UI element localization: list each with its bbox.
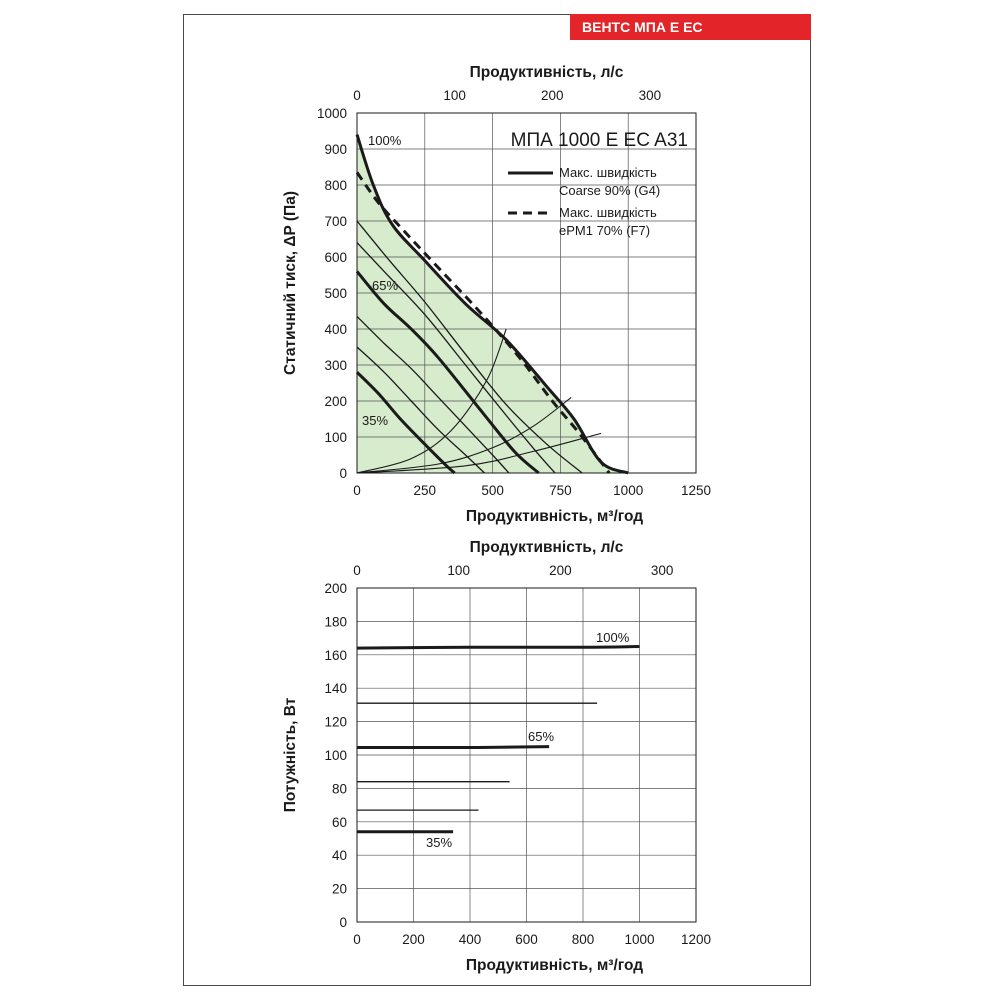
y-tick-label: 60 <box>331 814 347 830</box>
x2-tick-label: 0 <box>353 88 361 103</box>
x-axis-title: Продуктивність, м³/год <box>465 508 644 525</box>
legend-label: Макс. швидкість <box>559 205 657 220</box>
curve-label: 100% <box>596 630 630 645</box>
y-tick-label: 0 <box>339 466 347 481</box>
y-axis-title: Статичний тиск, ΔP (Па) <box>282 191 299 375</box>
x2-tick-label: 200 <box>549 563 572 578</box>
y-tick-label: 300 <box>324 358 347 373</box>
y-tick-label: 200 <box>324 581 347 596</box>
y-tick-label: 1000 <box>316 106 347 121</box>
chart-title: МПА 1000 E EC A31 <box>510 130 688 151</box>
x-tick-label: 1000 <box>613 483 644 498</box>
y-tick-label: 700 <box>324 214 347 229</box>
x-tick-label: 800 <box>571 932 595 947</box>
legend-label: Макс. швидкість <box>559 165 657 180</box>
x2-axis-title: Продуктивність, л/с <box>469 539 624 556</box>
y-tick-label: 20 <box>331 881 347 897</box>
x-tick-label: 1200 <box>680 932 712 947</box>
y-tick-label: 80 <box>331 781 347 797</box>
x-tick-label: 1000 <box>624 932 655 947</box>
x-tick-label: 500 <box>481 483 504 498</box>
x-tick-label: 0 <box>353 483 361 498</box>
chart-1 <box>282 64 711 525</box>
x-tick-label: 250 <box>413 483 437 498</box>
chart-2 <box>282 539 711 974</box>
x-tick-label: 750 <box>549 483 572 498</box>
brand-badge: ВЕНТС МПА Е ЕС <box>570 14 811 40</box>
x2-tick-label: 0 <box>353 563 361 578</box>
y-tick-label: 500 <box>324 286 347 301</box>
curve-label: 100% <box>368 133 402 148</box>
y-axis-title: Потужність, Вт <box>282 697 299 813</box>
y-tick-label: 0 <box>339 915 347 930</box>
y-tick-label: 40 <box>331 848 347 864</box>
x-axis-title: Продуктивність, м³/год <box>465 957 644 974</box>
curve-label: 35% <box>362 413 389 428</box>
x-tick-label: 600 <box>515 932 538 947</box>
y-tick-label: 900 <box>324 142 347 157</box>
x2-axis-title: Продуктивність, л/с <box>469 64 624 81</box>
y-tick-label: 180 <box>324 614 347 630</box>
curve-label: 35% <box>426 835 453 850</box>
curve-label: 65% <box>528 729 555 744</box>
x2-tick-label: 100 <box>443 88 466 103</box>
legend-label-sub: ePM1 70% (F7) <box>559 223 651 238</box>
series-line <box>357 647 640 649</box>
x-tick-label: 1250 <box>680 483 712 498</box>
y-tick-label: 800 <box>324 178 347 193</box>
curve-label: 65% <box>372 278 399 293</box>
x2-tick-label: 100 <box>447 563 470 578</box>
y-tick-label: 600 <box>324 250 347 265</box>
legend-label-sub: Coarse 90% (G4) <box>559 183 661 198</box>
x-tick-label: 0 <box>353 932 361 947</box>
y-tick-label: 100 <box>324 430 347 445</box>
y-tick-label: 160 <box>324 647 347 663</box>
x2-tick-label: 200 <box>540 88 564 103</box>
x2-tick-label: 300 <box>650 563 674 578</box>
y-tick-label: 400 <box>324 322 347 337</box>
x-tick-label: 400 <box>458 932 482 947</box>
y-tick-label: 140 <box>324 681 347 697</box>
x2-tick-label: 300 <box>638 88 662 103</box>
series-line <box>357 747 549 748</box>
y-tick-label: 200 <box>324 394 347 409</box>
y-tick-label: 100 <box>324 748 347 763</box>
x-tick-label: 200 <box>402 932 425 947</box>
y-tick-label: 120 <box>324 714 347 730</box>
